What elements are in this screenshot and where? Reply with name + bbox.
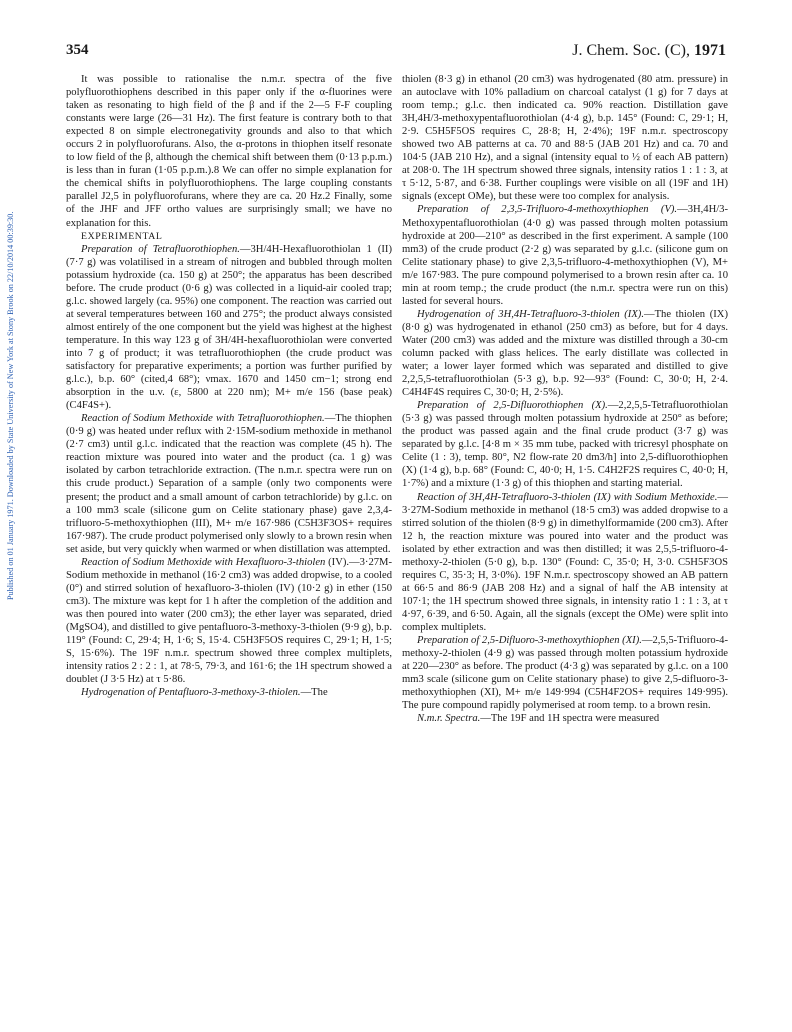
paragraph-nmr-spectra xyxy=(402,712,728,725)
paragraph-title: Hydrogenation of Pentafluoro-3-methoxy-3-thiolen. xyxy=(81,687,301,699)
paragraph-body: —The xyxy=(300,687,328,699)
paragraph-title: Reaction of 3H,4H-Tetrafluoro-3-thiolen (IX) with Sodium Methoxide. xyxy=(417,491,718,503)
journal-name: J. Chem. Soc. (C), xyxy=(572,42,694,59)
paragraph-thiolen-methoxide xyxy=(402,491,728,635)
paragraph-body: —3·27M-Sodium methoxide in methanol (18·5 cm3) was added dropwise to a stirred solution of the thiolen (8·9 g) in dimethylformamide (200 cm3). After 12 h, the reaction mixture was poured into water and the product was isolated by ether extraction and was then distilled; it was 2,5,5-trifluoro-4-methoxy-2-thiolen (5·0 g), b.p. 130° (Found: C, 35·0; H, 3·0. C5H5F3OS requires C, 35·3; H, 3·0%). 19F N.m.r. spectroscopy showed an AB pattern at 66·5 and 86·9 (JAB 208 Hz) and a signal of half the AB intensity at 107·1; the 1H spectrum showed three signals, in intensity ratio 1 : 1 : 3, at τ 4·97, 6·39, and 6·50. Again, all the signals (except the OMe) were split into complex multiplets. xyxy=(402,491,728,633)
page-number: 354 xyxy=(66,42,89,58)
paragraph-difluorothiophen xyxy=(402,399,728,490)
journal-year: 1971 xyxy=(694,42,726,59)
paragraph-hydrogenation-thiolen xyxy=(402,308,728,399)
paragraph-difluoromethoxythiophen xyxy=(402,634,728,712)
paragraph-title: Preparation of 2,3,5-Trifluoro-4-methoxythiophen (V). xyxy=(417,204,678,216)
paragraph-hydrogenation-cont: thiolen (8·3 g) in ethanol (20 cm3) was hydrogenated (80 atm. pressure) in an autoclave with 10% palladium on charcoal catalyst (1 g) for 7 days at room temp.; g.l.c. then indicated ca. 90% reaction. Distillation gave 3H,4H/3-methoxypentafluorothiolan (4·4 g), b.p. 145° (Found: C, 29·1; H, 2·9. C5H5F5OS requires C, 28·8; H, 2·4%); 19F n.m.r. spectroscopy showed two AB patterns at ca. 70 and 88·5 (JAB 201 Hz) and ca. 70 and 104·5 (JAB 210 Hz), and a signal (intensity equal to ½ of each AB pattern) at 208·0. The 1H spectrum showed three signals, intensity ratios 1 : 1 : 3, at τ 5·12, 5·87, and 6·38. Further couplings were visible on all (19F and 1H) signals (except OMe), but these were too complex for analysis. xyxy=(402,74,728,203)
right-column xyxy=(402,73,728,725)
paragraph-title: N.m.r. Spectra. xyxy=(417,713,481,725)
paragraph-trifluoromethoxythiophen xyxy=(402,203,728,307)
paragraph-title: Reaction of Sodium Methoxide with Tetrafluorothiophen. xyxy=(81,413,325,425)
section-heading-experimental: EXPERIMENTAL xyxy=(81,230,163,242)
journal-citation xyxy=(572,42,726,60)
paragraph-methoxide-tetrafluorothiophen xyxy=(66,412,392,556)
paragraph-body: —3H,4H/3-Methoxypentafluorothiolan (4·0 g) was passed through molten potassium hydroxide at 200—210° as described in the first experiment. A sample (100 mm3) of the crude product (2·2 g) was separated by g.l.c. (silicone gum on Celite stationary phase) to give 2,3,5-trifluoro-4-methoxythiophen (V), M+ m/e 167·983. The pure compound polymerised to a brown resin after ca. 10 min at room temp.; the crude product (the n.m.r. spectra were run on this) lasted for several hours. xyxy=(402,204,728,307)
paragraph-body: —2,5,5-Trifluoro-4-methoxy-2-thiolen (4·9 g) was passed through molten potassium hydroxide at 220—230° as before. The product (4·3 g) was separated by g.l.c. on a 100 mm3 scale (silicone gum on Celite stationary phase) to give 2,5-difluoro-3-methoxythiophen (XI), M+ m/e 149·994 (C5H4F2OS+ requires 149·995). The pure compound rapidly polymerised at room temp. to a brown resin. xyxy=(402,635,728,712)
paragraph-title: Preparation of Tetrafluorothiophen. xyxy=(81,243,240,255)
paragraph-tetrafluorothiophen xyxy=(66,243,392,413)
paragraph-title: Hydrogenation of 3H,4H-Tetrafluoro-3-thiolen (IX). xyxy=(417,308,644,320)
paragraph-body: —The thiophen (0·9 g) was heated under reflux with 2·15M-sodium methoxide in methanol (2·7 cm3) until g.l.c. indicated that the reaction was complete (45 h). The reaction mixture was poured into water and the product (ca. 1 g) was isolated by carbon tetrachloride extraction. (The n.m.r. spectra were run on this crude product.) Separation of a sample (only two components were present; the product and a small amount of carbon tetrachloride) by g.l.c. on a 100 mm3 scale (silicone gum on Celite stationary phase) gave 2,3,4-trifluoro-5-methoxythiophen (III), M+ m/e 167·986 (C5H3F3OS+ requires 167·987). The crude product polymerised only slowly to a brown resin when set aside, but very quickly when warmed or when distillation was attempted. xyxy=(66,413,392,555)
paragraph-title: Reaction of Sodium Methoxide with Hexafluoro-3-thiolen xyxy=(81,556,326,568)
paragraph-body: —3H/4H-Hexafluorothiolan 1 (II) (7·7 g) was volatilised in a stream of nitrogen and bubbled through molten potassium hydroxide (ca. 150 g) at 250°; the apparatus has been described before. The crude product (0·6 g) was collected in a liquid-air cooled trap; g.l.c. showed largely (ca. 95%) one component. The reaction was carried out at several temperatures between 160 and 275°; the product always consisted almost entirely of the one component but the yield was highest at the highest temperature. In this way 123 g of 3H/4H-hexafluorothiolan were converted into 7 g of product; it was tetrafluorothiophen (the crude product was satisfactory for preparative experiments; a portion was further purified by g.l.c.), b.p. 60° (cited,4 68°); νmax. 1670 and 1450 cm−1; strong end absorption in the u.v. (ε, 5800 at 220 nm); M+ m/e 156 (base peak) (C4F4S+). xyxy=(66,243,392,412)
left-column xyxy=(66,73,392,699)
paragraph-body: —The 19F and 1H spectra were measured xyxy=(480,713,660,725)
paragraph-body: —The thiolen (IX) (8·0 g) was hydrogenated in ethanol (250 cm3) as before, but for 4 days. Water (200 cm3) was added and the mixture was distilled through a 30-cm column packed with glass helices. The early distillate was collected in water; a lower layer formed which was separated and distilled to give 2,2,5,5-tetrafluorothiolan (5·3 g), b.p. 92—93° (Found: C, 30·0; H, 2·4. C4H4F4S requires C, 30·0; H, 2·5%). xyxy=(402,308,728,399)
paragraph-title: Preparation of 2,5-Difluorothiophen (X). xyxy=(417,400,608,412)
page-header xyxy=(66,42,726,68)
paragraph-hydrogenation-start xyxy=(66,686,392,699)
download-notice-text: Published on 01 January 1971. Downloaded by State University of New York at Stony Brook on 22/10/2014 00:39:30. xyxy=(6,211,15,600)
paragraph-title: Preparation of 2,5-Difluoro-3-methoxythiophen (XI). xyxy=(417,635,642,647)
intro-paragraph: It was possible to rationalise the n.m.r. spectra of the five polyfluorothiophens described in this paper only if the α-fluorines were taken as resonating to high field of the β and if the 2—5 F-F coupling constants were large (26—31 Hz). The first feature is contrary both to that expected 8 on simple electronegativity grounds and also to that which occurs 2 in polyfluorofurans. Also, the α-protons in thiophen itself resonate to low field of the β, although the chemical shift between them (0·13 p.p.m.) is less than in furan (1·05 p.p.m.).8 We can offer no simple explanation for the chemical shifts in polyfluorothiophens. The large coupling constants parallel J2,5 in polyfluorofurans, where they are ca. 20 Hz.2 Finally, some of the JHF and JFF ortho values are surprisingly small; we have no explanation for this. xyxy=(66,74,392,229)
paragraph-body: (IV).—3·27M-Sodium methoxide in methanol (16·2 cm3) was added dropwise, to a cooled (0°) and stirred solution of hexafluoro-3-thiolen (IV) (10·2 g) in ether (150 cm3). The mixture was kept for 1 h after the completion of the addition and was then poured into water (200 cm3); the ether layer was separated, dried (MgSO4), and distilled to give pentafluoro-3-methoxy-3-thiolen (9·9 g), b.p. 119° (Found: C, 29·4; H, 1·6; S, 15·4. C5H3F5OS requires C, 29·1; H, 1·5; S, 15·6%). The 19F n.m.r. spectrum showed three complex multiplets, intensity ratios 2 : 2 : 1, at 78·5, 79·3, and 161·6; the 1H spectrum showed a doublet (J 3·5 Hz) at τ 5·86. xyxy=(66,556,392,686)
paragraph-body: —2,2,5,5-Tetrafluorothiolan (5·3 g) was passed through molten potassium hydroxide at 250° as before; the product was passed again and the final crude product (3·7 g) was separated by g.l.c. [4·8 m × 35 mm tube, packed with tricresyl phosphate on Celite (1 : 3), temp. 80°, N2 flow-rate 20 dm3/h] into 2,5-difluorothiophen (X) (1·4 g), b.p. 68° (Found: C, 40·0; H, 1·5. C4H2F2S requires C, 40·0; H, 1·7%) and a mixture (1·3 g) of this thiophen and starting material. xyxy=(402,400,728,490)
download-notice xyxy=(6,211,26,620)
paragraph-methoxide-hexafluorothiolen xyxy=(66,556,392,686)
